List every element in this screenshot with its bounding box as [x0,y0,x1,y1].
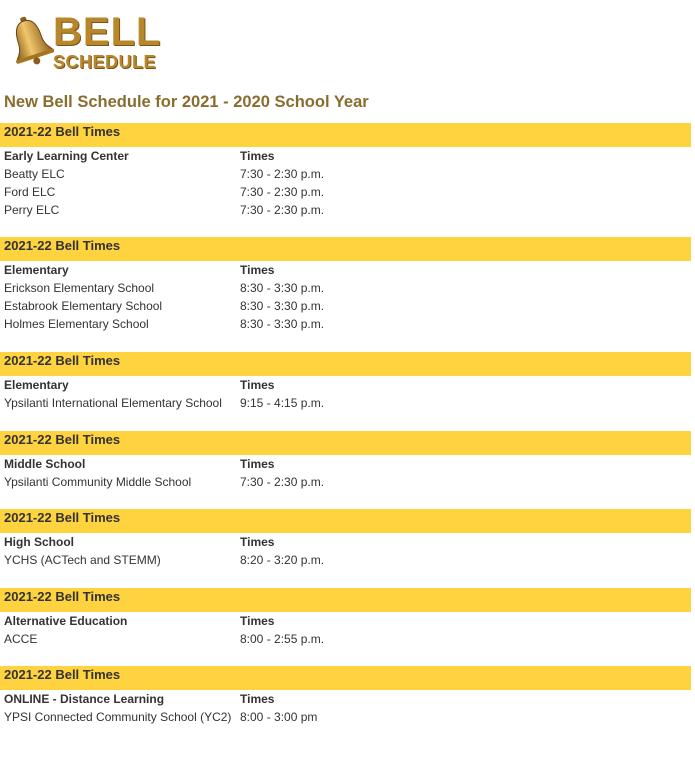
logo-text-schedule: SCHEDULE [53,52,157,72]
category-label: Middle School [4,457,86,471]
school-name: Estabrook Elementary School [4,299,163,313]
school-time: 8:30 - 3:30 p.m. [240,281,325,295]
section-header-row [0,533,691,551]
section-bar: 2021-22 Bell Times [0,509,691,533]
section-bar: 2021-22 Bell Times [0,123,691,147]
times-label: Times [240,692,275,706]
section-alternative-education [0,588,691,648]
school-name: Ypsilanti International Elementary School [4,396,222,410]
school-time: 7:30 - 2:30 p.m. [240,167,325,181]
school-time: 9:15 - 4:15 p.m. [240,396,325,410]
schedule-row [0,297,691,315]
section-elementary-2 [0,352,691,412]
schedule-row [0,551,691,569]
category-label: Elementary [4,378,69,392]
schedule-row [0,201,691,219]
section-bar: 2021-22 Bell Times [0,237,691,261]
category-label: ONLINE - Distance Learning [4,692,165,706]
school-time: 8:20 - 3:20 p.m. [240,553,325,567]
school-time: 8:30 - 3:30 p.m. [240,299,325,313]
section-header-row [0,455,691,473]
section-header-row [0,612,691,630]
times-label: Times [240,457,275,471]
school-name: Perry ELC [4,203,60,217]
bell-schedule-logo [6,8,162,72]
section-bar: 2021-22 Bell Times [0,352,691,376]
schedule-row [0,315,691,333]
bell-icon [6,12,54,68]
section-early-learning [0,123,691,219]
school-name: YCHS (ACTech and STEMM) [4,553,161,567]
section-middle-school [0,431,691,491]
schedule-row [0,279,691,297]
times-label: Times [240,614,275,628]
category-label: Alternative Education [4,614,128,628]
school-time: 7:30 - 2:30 p.m. [240,475,325,489]
school-time: 8:30 - 3:30 p.m. [240,317,325,331]
schedule-row [0,165,691,183]
school-name: Ford ELC [4,185,56,199]
school-name: Erickson Elementary School [4,281,155,295]
section-header-row [0,147,691,165]
section-bar: 2021-22 Bell Times [0,431,691,455]
section-header-row [0,690,691,708]
section-bar: 2021-22 Bell Times [0,588,691,612]
category-label: High School [4,535,74,549]
times-label: Times [240,535,275,549]
page-title: New Bell Schedule for 2021 - 2020 School Year [4,93,369,111]
times-label: Times [240,378,275,392]
schedule-row [0,183,691,201]
logo-text-bell: BELL [53,10,162,54]
school-time: 7:30 - 2:30 p.m. [240,203,325,217]
school-name: ACCE [4,632,38,646]
section-bar: 2021-22 Bell Times [0,666,691,690]
school-name: Holmes Elementary School [4,317,149,331]
section-header-row [0,376,691,394]
school-name: YPSI Connected Community School (YC2) [4,710,232,724]
category-label: Elementary [4,263,69,277]
school-name: Beatty ELC [4,167,65,181]
section-high-school [0,509,691,569]
times-label: Times [240,149,275,163]
school-name: Ypsilanti Community Middle School [4,475,192,489]
schedule-row [0,394,691,412]
school-time: 8:00 - 3:00 pm [240,710,318,724]
section-online-distance-learning [0,666,691,726]
schedule-row [0,708,691,726]
school-time: 8:00 - 2:55 p.m. [240,632,325,646]
schedule-row [0,630,691,648]
times-label: Times [240,263,275,277]
section-header-row [0,261,691,279]
section-elementary-1 [0,237,691,333]
category-label: Early Learning Center [4,149,129,163]
schedule-row [0,473,691,491]
school-time: 7:30 - 2:30 p.m. [240,185,325,199]
